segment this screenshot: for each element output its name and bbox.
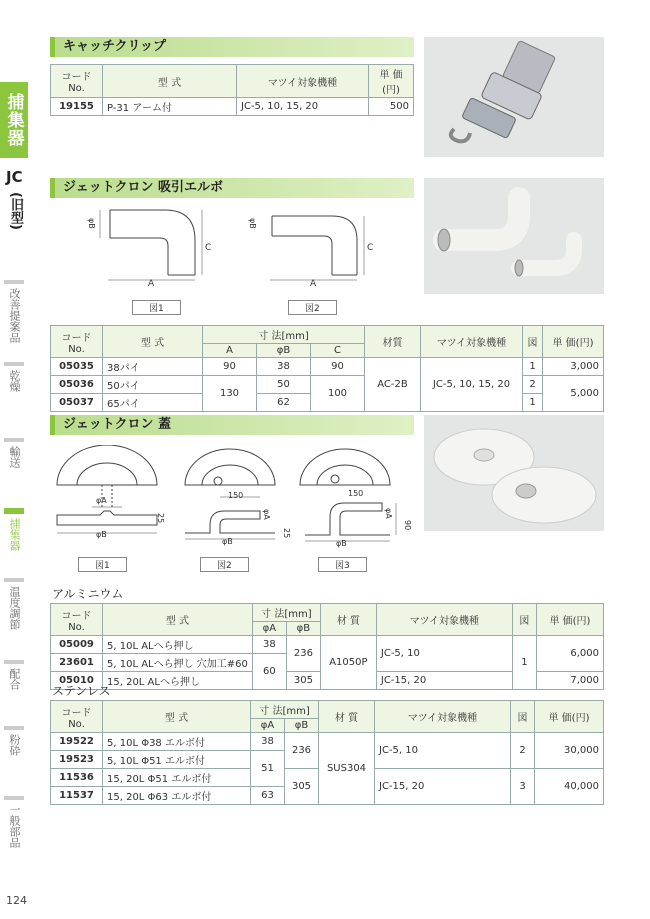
col-c: C — [311, 344, 365, 358]
dim-label-phiB: φB — [336, 539, 347, 548]
nav-item-crushing[interactable] — [0, 726, 28, 756]
dim-label-phiA: φA — [262, 509, 271, 520]
col-code: コードNo. — [51, 604, 103, 636]
dim-c-cell: 90 — [311, 358, 365, 376]
dim-label-phiB: φB — [87, 218, 96, 229]
code-cell: 05009 — [51, 636, 103, 654]
fig-cell: 1 — [523, 394, 543, 412]
dim-label-A: A — [310, 279, 317, 289]
nav-label: 改善提案品 — [8, 288, 22, 343]
model-cell: 15, 20L Φ63 エルボ付 — [103, 787, 251, 805]
code-cell: 11537 — [51, 787, 103, 805]
price-cell: 6,000 — [536, 636, 603, 672]
section-title-lid: ジェットクロン 蓋 — [50, 415, 414, 435]
nav-label: 輸送 — [8, 446, 22, 468]
machines-cell: JC-15, 20 — [376, 672, 512, 690]
nav-label: 乾燥 — [8, 370, 22, 392]
nav-marker — [4, 660, 24, 664]
col-model: 型 式 — [103, 701, 251, 733]
dim-a-cell: 130 — [203, 376, 257, 412]
dim-a-cell: 38 — [252, 636, 286, 654]
side-navigation — [0, 0, 28, 919]
catch-clip-photo — [424, 37, 604, 157]
model-cell: 38パイ — [103, 358, 203, 376]
model-cell: 15, 20L Φ51 エルボ付 — [103, 769, 251, 787]
model-cell: 5, 10L Φ38 エルボ付 — [103, 733, 251, 751]
col-price: 単 価(円) — [536, 604, 603, 636]
elbow-photo — [424, 178, 604, 294]
dim-label-phiB: φB — [96, 530, 107, 539]
col-fig: 図 — [512, 604, 536, 636]
nav-marker — [4, 362, 24, 366]
code-cell: 05010 — [51, 672, 103, 690]
fig-cell: 1 — [512, 636, 536, 690]
page-number: 124 — [6, 894, 27, 907]
dim-a-cell: 51 — [251, 751, 285, 787]
nav-item-blending[interactable] — [0, 660, 28, 690]
nav-label: 温度調節 — [8, 586, 22, 630]
col-price: 単 価(円) — [369, 65, 414, 98]
fig-cell: 2 — [511, 733, 535, 769]
fig-cell: 3 — [511, 769, 535, 805]
lid-photo — [424, 415, 604, 531]
lid-drawing-3 — [290, 445, 400, 545]
dim-label-25: 25 — [156, 513, 165, 524]
nav-marker — [4, 796, 24, 800]
dim-label-C: C — [367, 243, 374, 253]
nav-item-drying[interactable] — [0, 362, 28, 392]
dim-label-A: A — [148, 279, 155, 289]
dim-b-cell: 50 — [257, 376, 311, 394]
col-phia: φA — [251, 719, 285, 733]
nav-label: 捕集器 — [8, 518, 22, 551]
col-fig: 図 — [523, 326, 543, 358]
model-cell: 5, 10L Φ51 エルボ付 — [103, 751, 251, 769]
nav-marker — [4, 578, 24, 582]
col-a: A — [203, 344, 257, 358]
dim-a-cell: 60 — [252, 654, 286, 690]
col-code: コードNo. — [51, 326, 103, 358]
col-code: コードNo. — [51, 65, 103, 98]
material-cell: A1050P — [320, 636, 376, 690]
col-dims: 寸 法[mm] — [251, 701, 319, 719]
code-cell: 19523 — [51, 751, 103, 769]
table-row — [51, 358, 604, 376]
col-model: 型 式 — [103, 326, 203, 358]
col-machines: マツイ対象機種 — [237, 65, 369, 98]
dim-b-cell: 38 — [257, 358, 311, 376]
dim-label-phiA: φA — [96, 496, 107, 505]
lid-aluminum-table — [50, 603, 604, 690]
nav-label: 一般部品 — [8, 804, 22, 848]
elbow-drawing-1 — [90, 200, 220, 290]
price-cell: 5,000 — [543, 376, 604, 412]
model-cell: 5, 10L ALへら押し 穴加工#60 — [103, 654, 253, 672]
series-sublabel: (旧型) — [8, 192, 23, 230]
dim-a-cell: 90 — [203, 358, 257, 376]
dim-a-cell: 38 — [251, 733, 285, 751]
code-cell: 05035 — [51, 358, 103, 376]
col-price: 単 価(円) — [543, 326, 604, 358]
code-cell: 11536 — [51, 769, 103, 787]
dim-label-25: 25 — [282, 528, 291, 539]
material-group-label: ステンレス — [52, 684, 111, 698]
figure-label: 図3 — [318, 557, 367, 572]
code-cell: 19155 — [51, 98, 103, 116]
nav-label: 粉砕 — [8, 734, 22, 756]
section-title-elbow: ジェットクロン 吸引エルボ — [50, 178, 414, 198]
figure-label: 図1 — [132, 300, 181, 315]
dim-a-cell: 63 — [251, 787, 285, 805]
material-group-label: アルミニウム — [52, 587, 124, 601]
nav-item-improvement[interactable] — [0, 280, 28, 343]
col-dims: 寸 法[mm] — [203, 326, 365, 344]
dim-b-cell: 62 — [257, 394, 311, 412]
fig-cell: 1 — [523, 358, 543, 376]
dim-label-90: 90 — [403, 520, 412, 531]
dim-label-C: C — [205, 243, 212, 253]
figure-label: 図2 — [288, 300, 337, 315]
machines-cell: JC-5, 10, 15, 20 — [421, 358, 523, 412]
material-cell: AC-2B — [365, 358, 421, 412]
price-cell: 30,000 — [535, 733, 604, 769]
figure-label: 図2 — [200, 557, 249, 572]
table-row — [51, 636, 604, 654]
col-machines: マツイ対象機種 — [421, 326, 523, 358]
machines-cell: JC-5, 10 — [376, 636, 512, 672]
col-machines: マツイ対象機種 — [375, 701, 511, 733]
model-cell: 15, 20L ALへら押し — [103, 672, 253, 690]
price-cell: 40,000 — [535, 769, 604, 805]
dim-b-cell: 236 — [286, 636, 320, 672]
elbow-table — [50, 325, 604, 412]
col-material: 材 質 — [320, 604, 376, 636]
catch-clip-table — [50, 64, 414, 116]
table-row — [51, 98, 414, 116]
nav-marker — [4, 508, 24, 514]
machines-cell: JC-15, 20 — [375, 769, 511, 805]
col-price: 単 価(円) — [535, 701, 604, 733]
nav-label: 配合 — [8, 668, 22, 690]
price-cell: 7,000 — [536, 672, 603, 690]
col-phib: φB — [257, 344, 311, 358]
nav-marker — [4, 438, 24, 442]
code-cell: 23601 — [51, 654, 103, 672]
price-cell: 3,000 — [543, 358, 604, 376]
model-cell: 65パイ — [103, 394, 203, 412]
table-row — [51, 733, 604, 751]
col-fig: 図 — [511, 701, 535, 733]
col-machines: マツイ対象機種 — [376, 604, 512, 636]
lid-drawing-1 — [52, 445, 162, 545]
col-material: 材 質 — [319, 701, 375, 733]
code-cell: 05036 — [51, 376, 103, 394]
material-cell: SUS304 — [319, 733, 375, 805]
col-dims: 寸 法[mm] — [252, 604, 320, 622]
dim-c-cell: 100 — [311, 376, 365, 412]
nav-marker — [4, 726, 24, 730]
dim-label-150: 150 — [348, 489, 364, 498]
model-cell: 5, 10L ALへら押し — [103, 636, 253, 654]
lid-stainless-table — [50, 700, 604, 805]
dim-label-phiB: φB — [222, 537, 233, 546]
machines-cell: JC-5, 10, 15, 20 — [237, 98, 369, 116]
col-model: 型 式 — [103, 65, 237, 98]
dim-b-cell: 305 — [286, 672, 320, 690]
figure-label: 図1 — [78, 557, 127, 572]
model-cell: P-31 アーム付 — [103, 98, 237, 116]
model-cell: 50パイ — [103, 376, 203, 394]
col-code: コードNo. — [51, 701, 103, 733]
dim-label-phiA: φA — [384, 508, 393, 519]
dim-label-phiB: φB — [248, 218, 257, 229]
col-phia: φA — [252, 622, 286, 636]
nav-item-conveying[interactable] — [0, 438, 28, 468]
col-phib: φB — [285, 719, 319, 733]
col-phib: φB — [286, 622, 320, 636]
machines-cell: JC-5, 10 — [375, 733, 511, 769]
price-cell: 500 — [369, 98, 414, 116]
col-model: 型 式 — [103, 604, 253, 636]
series-label: JC — [6, 168, 23, 186]
category-tab-active[interactable]: 捕集器 — [0, 82, 28, 158]
elbow-drawing-2 — [252, 200, 382, 290]
col-material: 材質 — [365, 326, 421, 358]
fig-cell: 2 — [523, 376, 543, 394]
nav-item-collector[interactable] — [0, 508, 28, 551]
dim-b-cell: 236 — [285, 733, 319, 769]
nav-item-temperature[interactable] — [0, 578, 28, 630]
nav-marker — [4, 280, 24, 284]
dim-b-cell: 305 — [285, 769, 319, 805]
dim-label-150: 150 — [228, 491, 244, 500]
code-cell: 05037 — [51, 394, 103, 412]
section-title-catch-clip: キャッチクリップ — [50, 37, 414, 57]
nav-item-general[interactable] — [0, 796, 28, 848]
code-cell: 19522 — [51, 733, 103, 751]
